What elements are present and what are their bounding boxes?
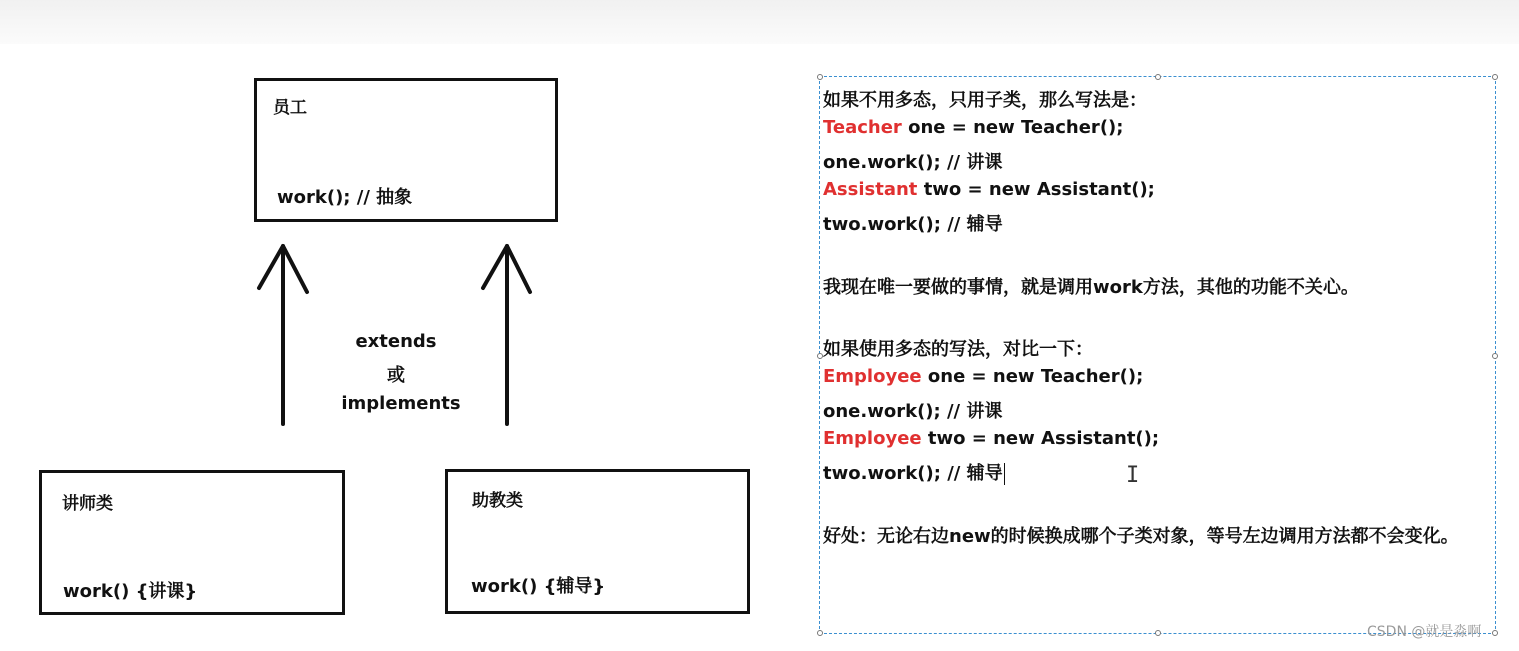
resize-handle-top-center[interactable]	[1155, 74, 1161, 80]
note-text: 好处：无论右边new的时候换成哪个子类对象，等号左边调用方法都不会变化。	[823, 526, 1459, 547]
note-line	[823, 459, 1005, 485]
note-line	[823, 522, 1459, 548]
relation-label-extends: extends	[355, 331, 437, 352]
relation-label-or: 或	[387, 365, 405, 386]
teacher-inheritance-arrow	[259, 246, 307, 424]
note-text: 如果不用多态，只用子类，那么写法是：	[823, 90, 1147, 111]
note-line	[823, 366, 1143, 387]
note-text: 我现在唯一要做的事情，就是调用work方法，其他的功能不关心。	[823, 277, 1359, 298]
note-line	[823, 273, 1359, 299]
watermark: CSDN @就是淼啊	[1367, 624, 1482, 640]
ibeam-cursor-icon: I	[1126, 463, 1140, 488]
note-text: two.work(); // 辅导	[823, 463, 1003, 484]
note-line	[823, 148, 1002, 174]
relation-label-implements: implements	[341, 393, 461, 414]
note-line	[823, 428, 1159, 449]
employee-class-title: 员工	[273, 98, 307, 118]
note-line	[823, 397, 1002, 423]
note-text: 如果使用多态的写法，对比一下：	[823, 339, 1093, 360]
note-text: two.work(); // 辅导	[823, 214, 1003, 235]
teacher-work-method: work() {讲课}	[63, 581, 198, 602]
assistant-class-title: 助教类	[472, 491, 523, 511]
note-line	[823, 86, 1147, 112]
resize-handle-top-left[interactable]	[817, 74, 823, 80]
note-text: two = new Assistant();	[917, 179, 1155, 200]
employee-work-method: work(); // 抽象	[277, 187, 413, 208]
resize-handle-top-right[interactable]	[1492, 74, 1498, 80]
type-keyword: Assistant	[823, 179, 918, 200]
type-keyword: Employee	[823, 366, 922, 387]
note-line	[823, 210, 1003, 236]
note-text: one = new Teacher();	[921, 366, 1144, 387]
note-line	[823, 117, 1123, 138]
note-text: one = new Teacher();	[901, 117, 1124, 138]
resize-handle-bottom-left[interactable]	[817, 630, 823, 636]
teacher-class-title: 讲师类	[62, 494, 113, 514]
note-line	[823, 335, 1093, 361]
teacher-class-box	[39, 470, 345, 615]
assistant-work-method: work() {辅导}	[471, 576, 606, 597]
resize-handle-bottom-center[interactable]	[1155, 630, 1161, 636]
assistant-class-box	[445, 469, 750, 614]
note-line	[823, 179, 1155, 200]
note-text: one.work(); // 讲课	[823, 152, 1003, 173]
note-text: two = new Assistant();	[921, 428, 1160, 449]
text-caret	[1004, 463, 1005, 485]
type-keyword: Employee	[823, 428, 922, 449]
note-text: one.work(); // 讲课	[823, 401, 1003, 422]
assistant-inheritance-arrow	[483, 246, 530, 424]
type-keyword: Teacher	[823, 117, 902, 138]
resize-handle-middle-right[interactable]	[1492, 353, 1498, 359]
resize-handle-bottom-right[interactable]	[1492, 630, 1498, 636]
